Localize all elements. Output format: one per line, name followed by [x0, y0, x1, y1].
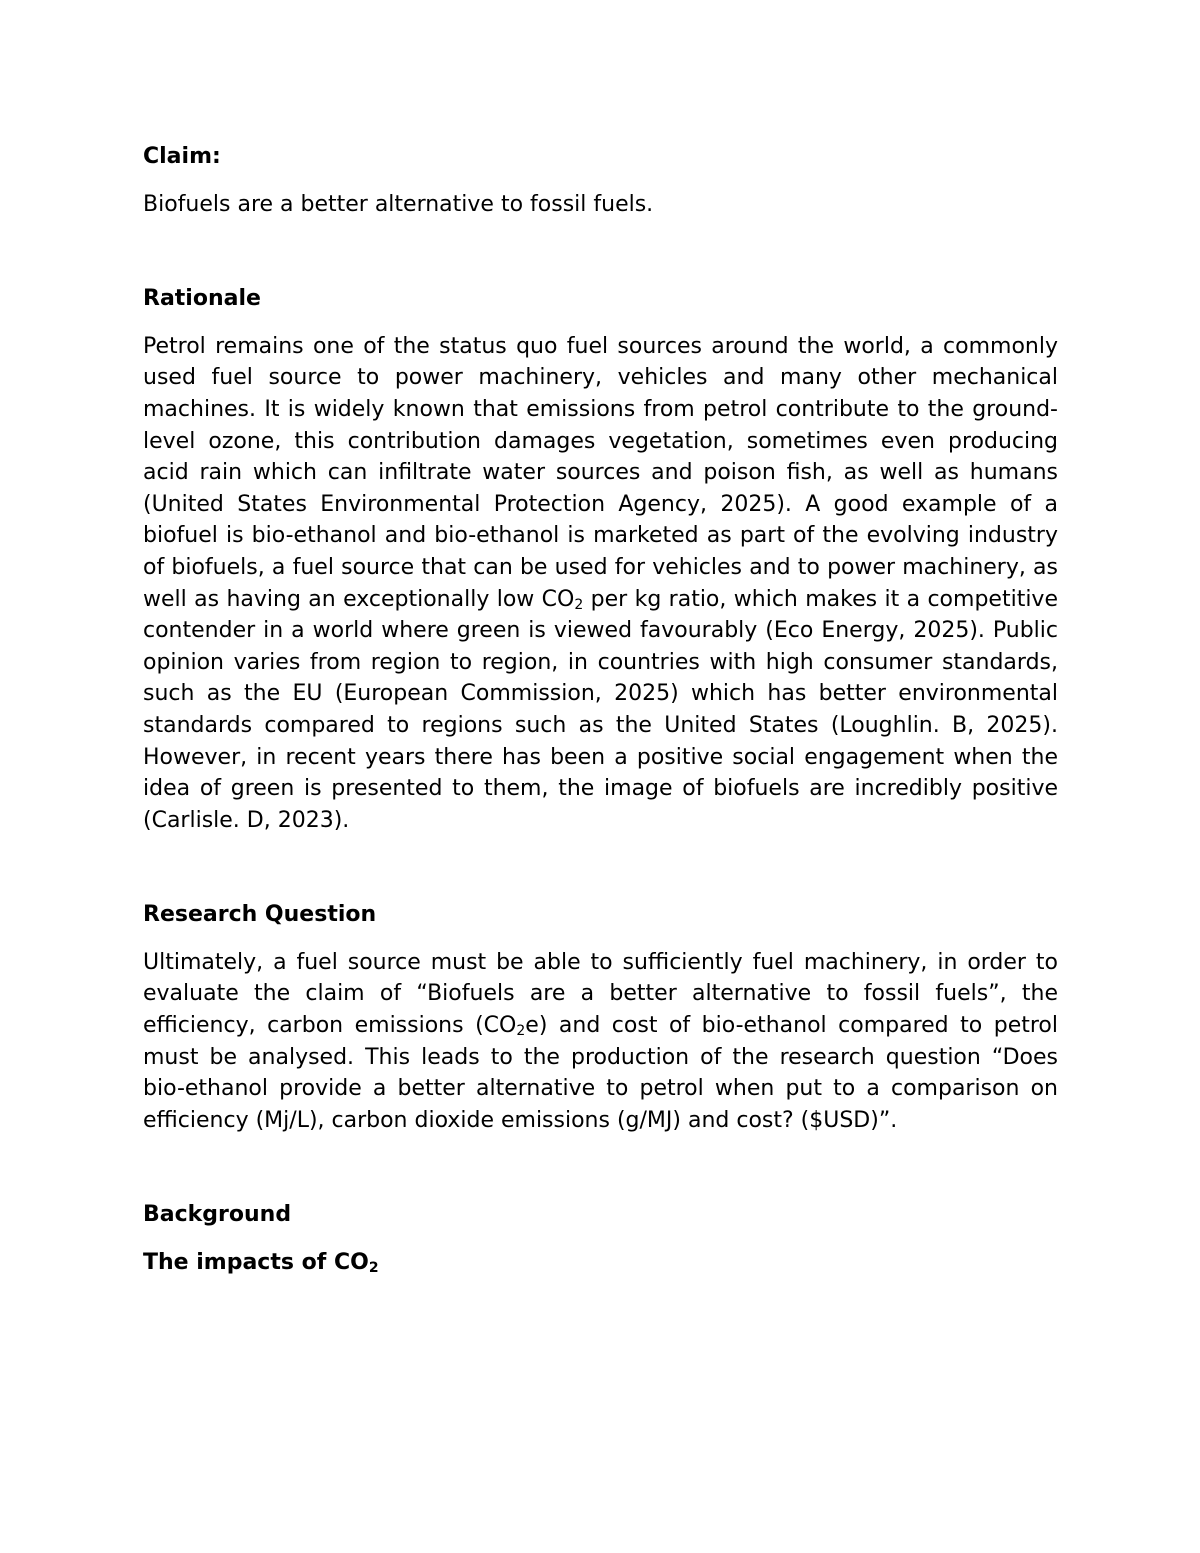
rationale-text-part-2: per kg ratio, which makes it a competitive contender in a world where green is viewed favourably (Eco Energy, 2025). Public opinion varies from region to region, in countries with high consumer standards, such as the EU (European Commission, 2025) which has better environmental standards compared to regions such as the United States (Loughlin. B, 2025). However, in recent years there has been a positive social engagement when the idea of green is presented to them, the image of biofuels are incredibly positive (Carlisle. D, 2023).	[143, 586, 1058, 833]
background-heading: Background	[143, 1202, 292, 1228]
research-question-heading: Research Question	[143, 902, 377, 928]
document-content	[143, 141, 1058, 1279]
rationale-co2-subscript: 2	[574, 596, 584, 613]
research-question-paragraph	[143, 947, 1058, 1137]
rationale-text-part-1: Petrol remains one of the status quo fuel sources around the world, a commonly used fuel source to power machinery, vehicles and many other mechanical machines. It is widely known that emissions from petrol contribute to the ground-level ozone, this contribution damages vegetation, sometimes even producing acid rain which can infiltrate water sources and poison fish, as well as humans (United States Environmental Protection Agency, 2025). A good example of a biofuel is bio-ethanol and bio-ethanol is marketed as part of the evolving industry of biofuels, a fuel source that can be used for vehicles and to power machinery, as well as having an exceptionally low CO	[143, 333, 1058, 612]
rationale-heading: Rationale	[143, 286, 261, 312]
research-question-text-part-2: e) and cost of bio-ethanol compared to petrol must be analysed. This leads to the production of the research question “Does bio-ethanol provide a better alternative to petrol when put to a comparison on efficiency (Mj/L), carbon dioxide emissions (g/MJ) and cost? ($USD)”.	[143, 1013, 1059, 1133]
rationale-paragraph	[143, 331, 1058, 837]
research-question-co2-subscript: 2	[516, 1023, 526, 1040]
background-subheading	[143, 1247, 1058, 1279]
research-question-text-part-1: Ultimately, a fuel source must be able to sufficiently fuel machinery, in order to evaluate the claim of “Biofuels are a better alternative to fossil fuels”, the efficiency, carbon emissions (CO	[143, 949, 1058, 1039]
background-subheading-text: The impacts of CO	[143, 1250, 369, 1276]
background-co2-subscript: 2	[368, 1260, 379, 1277]
claim-heading: Claim:	[143, 144, 221, 169]
claim-text: Biofuels are a better alternative to fossil fuels.	[143, 191, 654, 217]
